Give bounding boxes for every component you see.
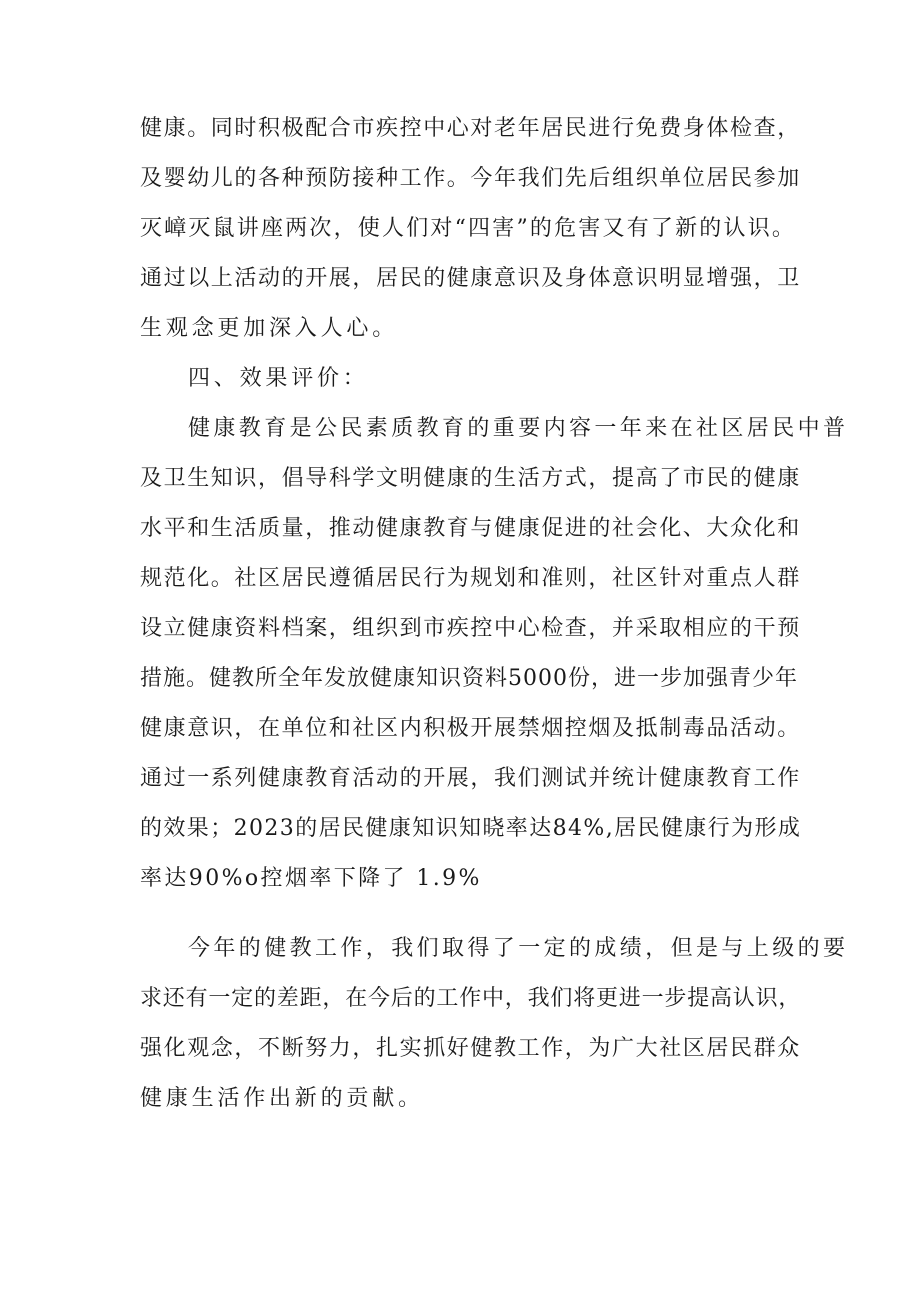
paragraph-1-line: 灭嶂灭鼠讲座两次，使人们对“四害”的危害又有了新的认识。 [140,216,797,241]
paragraph-2-line: 率达90%o控烟率下降了 1.9% [140,866,482,891]
paragraph-1-line: 及婴幼儿的各种预防接种工作。今年我们先后组织单位居民参加 [140,166,801,191]
paragraph-3-line: 健康生活作出新的贡献。 [140,1086,424,1111]
paragraph-2-line: 的效果；2023的居民健康知识知晓率达84%,居民健康行为形成 [140,816,802,841]
paragraph-2-line: 设立健康资料档案，组织到市疾控中心检查，并采取相应的干预 [140,616,801,641]
paragraph-1-line: 健康。同时积极配合市疾控中心对老年居民进行免费身体检查， [140,116,801,141]
paragraph-1-line: 生观念更加深入人心。 [140,316,399,341]
paragraph-2-line: 及卫生知识，倡导科学文明健康的生活方式，提高了市民的健康 [140,466,801,491]
paragraph-3-line: 求还有一定的差距，在今后的工作中，我们将更进一步提高认识， [140,986,802,1011]
paragraph-2-line: 通过一系列健康教育活动的开展，我们测试并统计健康教育工作 [140,766,801,791]
paragraph-1-line: 通过以上活动的开展，居民的健康意识及身体意识明显增强，卫 [140,266,801,291]
paragraph-2-line: 措施。健教所全年发放健康知识资料5000份，进一步加强青少年 [140,666,798,691]
paragraph-2-line: 规范化。社区居民遵循居民行为规划和准则，社区针对重点人群 [140,566,801,591]
paragraph-3-line: 今年的健教工作，我们取得了一定的成绩，但是与上级的要 [188,936,849,961]
section-heading: 四、效果评价： [188,366,369,391]
paragraph-2-line: 健康意识，在单位和社区内积极开展禁烟控烟及抵制毒品活动。 [140,716,801,741]
paragraph-2-line: 水平和生活质量，推动健康教育与健康促进的社会化、大众化和 [140,516,801,541]
paragraph-3-line: 强化观念，不断努力，扎实抓好健教工作，为广大社区居民群众 [140,1036,801,1061]
paragraph-2-line: 健康教育是公民素质教育的重要内容一年来在社区居民中普 [188,416,849,441]
